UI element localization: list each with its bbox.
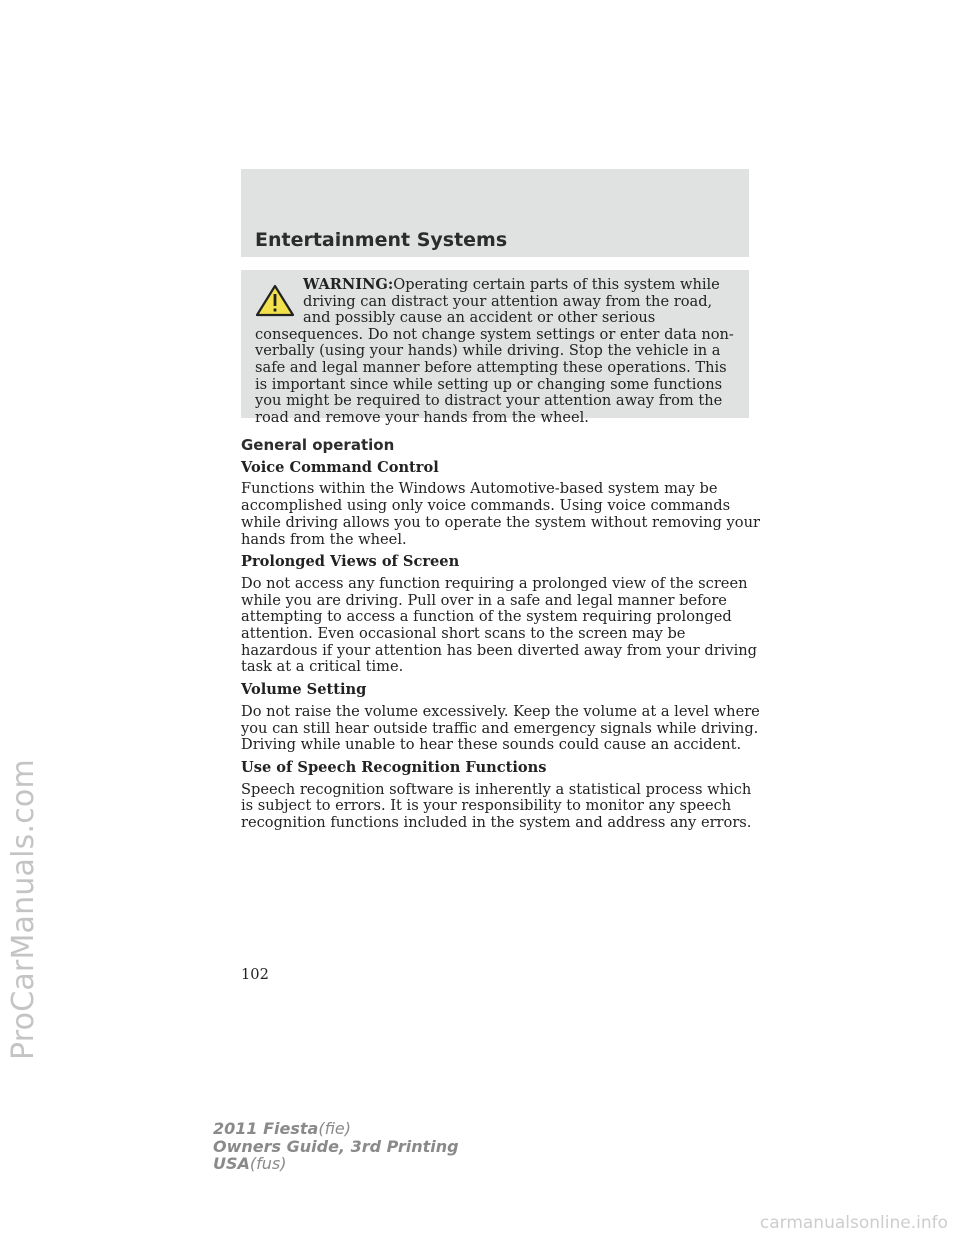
page-number: 102 (241, 966, 269, 983)
subsection-body: Functions within the Windows Automotive-based system may be accomplished using only voice commands. Using voice commands while driving allows you to operate the system without removing your hands from the wheel. (241, 480, 760, 548)
subsection-title: Volume Setting (241, 681, 367, 699)
section-heading: General operation (241, 436, 395, 454)
warning-triangle-icon (255, 284, 295, 318)
subsection-body: Do not access any function requiring a prolonged view of the screen while you are driving. Pull over in a safe and legal manner before attempting to access a function of the system requiring prolonged attention. Even occasional short scans to the screen may be hazardous if your attention has been diverted away from your driving task at a critical time. (241, 574, 758, 676)
footer-model: 2011 Fiesta (213, 1119, 319, 1138)
warning-box (241, 270, 749, 426)
site-watermark: carmanualsonline.info (759, 1213, 948, 1233)
footer-model-code: (fie) (318, 1119, 352, 1138)
footer-print-info (213, 1120, 459, 1173)
main-content (241, 437, 761, 838)
section-header-band (241, 169, 749, 257)
warning-text: Operating certain parts of this system while driving can distract your attention away from the road, and possibly cause an accident or other serious consequences. Do not change system settings or enter data non-verbally (using your hands) while driving. Stop the vehicle in a safe and legal manner before attempting these operations. This is important since while setting up or changing some functions you might be required to distract your attention away from the road and remove your hands from the wheel. (255, 276, 734, 426)
side-watermark: ProCarManuals.com (6, 759, 41, 1060)
subsection-title: Use of Speech Recognition Functions (241, 758, 547, 776)
footer-edition: Owners Guide, 3rd Printing (213, 1136, 459, 1156)
subsection-body: Do not raise the volume excessively. Keep the volume at a level where you can still hear outside traffic and emergency signals while driving. Driving while unable to hear these sounds could cause an accident. (241, 702, 760, 754)
subsection-title: Voice Command Control (241, 458, 439, 476)
section-title: Entertainment Systems (255, 229, 508, 251)
footer-region: USA (213, 1154, 250, 1173)
subsection-body: Speech recognition software is inherently a statistical process which is subject to errors. It is your responsibility to monitor any speech recognition functions included in the system and address any errors. (241, 780, 752, 832)
subsection-title: Prolonged Views of Screen (241, 553, 460, 571)
warning-label: WARNING: (303, 276, 394, 293)
footer-region-code: (fus) (249, 1154, 287, 1173)
